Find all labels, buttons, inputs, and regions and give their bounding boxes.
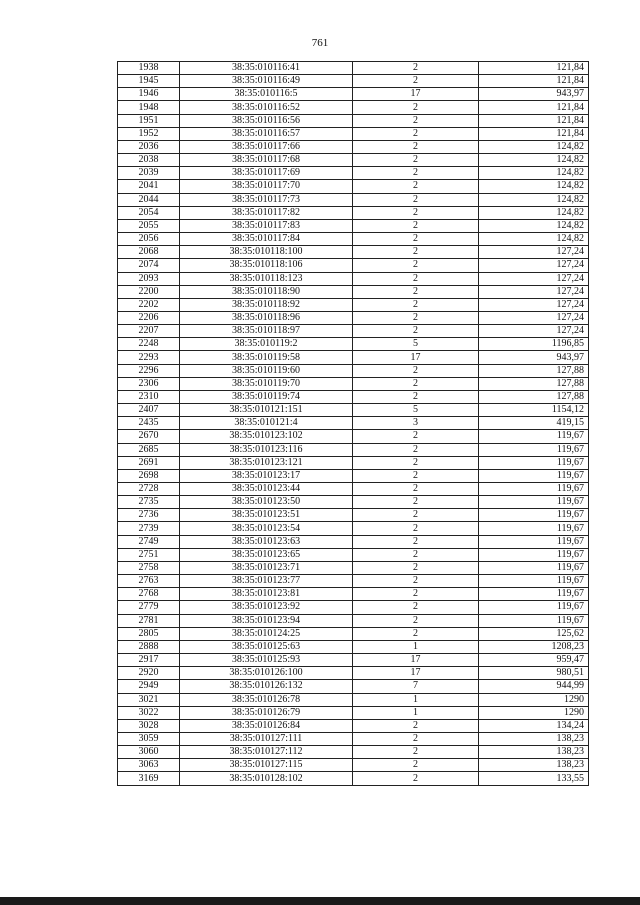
cadastral-number-cell: 38:35:010116:5: [180, 88, 353, 101]
record-number-cell: 3022: [118, 706, 180, 719]
cadastral-number-cell: 38:35:010123:92: [180, 601, 353, 614]
quantity-cell: 2: [353, 561, 479, 574]
quantity-cell: 2: [353, 772, 479, 785]
quantity-cell: 2: [353, 62, 479, 75]
quantity-cell: 5: [353, 404, 479, 417]
quantity-cell: 2: [353, 298, 479, 311]
record-number-cell: 2735: [118, 496, 180, 509]
table-row: [118, 667, 589, 680]
quantity-cell: 2: [353, 377, 479, 390]
cadastral-number-cell: 38:35:010127:115: [180, 759, 353, 772]
cadastral-number-cell: 38:35:010118:96: [180, 311, 353, 324]
amount-cell: 119,67: [479, 575, 589, 588]
record-number-cell: 1946: [118, 88, 180, 101]
table-row: [118, 272, 589, 285]
quantity-cell: 2: [353, 614, 479, 627]
amount-cell: 943,97: [479, 351, 589, 364]
amount-cell: 124,82: [479, 180, 589, 193]
table-row: [118, 404, 589, 417]
cadastral-number-cell: 38:35:010116:49: [180, 75, 353, 88]
quantity-cell: 2: [353, 246, 479, 259]
cadastral-number-cell: 38:35:010123:71: [180, 561, 353, 574]
record-number-cell: 2888: [118, 640, 180, 653]
cadastral-number-cell: 38:35:010128:102: [180, 772, 353, 785]
record-number-cell: 2056: [118, 233, 180, 246]
record-number-cell: 2758: [118, 561, 180, 574]
quantity-cell: 2: [353, 325, 479, 338]
record-number-cell: 2296: [118, 364, 180, 377]
cadastral-number-cell: 38:35:010117:70: [180, 180, 353, 193]
cadastral-number-cell: 38:35:010126:79: [180, 706, 353, 719]
cadastral-number-cell: 38:35:010127:112: [180, 746, 353, 759]
quantity-cell: 2: [353, 746, 479, 759]
amount-cell: 119,67: [479, 548, 589, 561]
quantity-cell: 2: [353, 469, 479, 482]
record-number-cell: 2407: [118, 404, 180, 417]
quantity-cell: 2: [353, 548, 479, 561]
record-number-cell: 2749: [118, 535, 180, 548]
amount-cell: 1154,12: [479, 404, 589, 417]
table-row: [118, 285, 589, 298]
amount-cell: 119,67: [479, 522, 589, 535]
table-row: [118, 154, 589, 167]
cadastral-number-cell: 38:35:010123:116: [180, 443, 353, 456]
record-number-cell: 3060: [118, 746, 180, 759]
cadastral-number-cell: 38:35:010116:52: [180, 101, 353, 114]
record-number-cell: 2763: [118, 575, 180, 588]
amount-cell: 127,88: [479, 364, 589, 377]
amount-cell: 943,97: [479, 88, 589, 101]
amount-cell: 127,24: [479, 259, 589, 272]
cadastral-number-cell: 38:35:010126:84: [180, 719, 353, 732]
table-row: [118, 772, 589, 785]
quantity-cell: 2: [353, 259, 479, 272]
cadastral-number-cell: 38:35:010118:97: [180, 325, 353, 338]
record-number-cell: 2917: [118, 654, 180, 667]
cadastral-number-cell: 38:35:010123:65: [180, 548, 353, 561]
quantity-cell: 2: [353, 285, 479, 298]
record-number-cell: 2779: [118, 601, 180, 614]
amount-cell: 124,82: [479, 219, 589, 232]
amount-cell: 119,67: [479, 469, 589, 482]
amount-cell: 1208,23: [479, 640, 589, 653]
amount-cell: 121,84: [479, 114, 589, 127]
amount-cell: 127,24: [479, 285, 589, 298]
cadastral-number-cell: 38:35:010121:151: [180, 404, 353, 417]
table-row: [118, 575, 589, 588]
amount-cell: 1290: [479, 693, 589, 706]
cadastral-number-cell: 38:35:010117:73: [180, 193, 353, 206]
record-number-cell: 2074: [118, 259, 180, 272]
quantity-cell: 17: [353, 667, 479, 680]
record-number-cell: 1952: [118, 127, 180, 140]
table-row: [118, 88, 589, 101]
cadastral-number-cell: 38:35:010117:66: [180, 140, 353, 153]
quantity-cell: 2: [353, 233, 479, 246]
cadastral-number-cell: 38:35:010125:93: [180, 654, 353, 667]
amount-cell: 119,67: [479, 430, 589, 443]
table-row: [118, 719, 589, 732]
cadastral-number-cell: 38:35:010118:123: [180, 272, 353, 285]
cadastral-number-cell: 38:35:010117:83: [180, 219, 353, 232]
amount-cell: 1196,85: [479, 338, 589, 351]
amount-cell: 127,24: [479, 311, 589, 324]
table-row: [118, 496, 589, 509]
table-row: [118, 443, 589, 456]
cadastral-number-cell: 38:35:010123:121: [180, 456, 353, 469]
record-number-cell: 2044: [118, 193, 180, 206]
cadastral-number-cell: 38:35:010123:50: [180, 496, 353, 509]
cadastral-number-cell: 38:35:010123:17: [180, 469, 353, 482]
quantity-cell: 2: [353, 193, 479, 206]
amount-cell: 124,82: [479, 206, 589, 219]
table-row: [118, 193, 589, 206]
table-row: [118, 588, 589, 601]
amount-cell: 119,67: [479, 483, 589, 496]
cadastral-number-cell: 38:35:010119:60: [180, 364, 353, 377]
amount-cell: 127,88: [479, 377, 589, 390]
record-number-cell: 2698: [118, 469, 180, 482]
quantity-cell: 1: [353, 706, 479, 719]
cadastral-number-cell: 38:35:010121:4: [180, 417, 353, 430]
parcel-table-body: [118, 62, 589, 786]
table-row: [118, 62, 589, 75]
quantity-cell: 2: [353, 114, 479, 127]
record-number-cell: 1951: [118, 114, 180, 127]
scan-edge-bar: [0, 897, 640, 905]
amount-cell: 134,24: [479, 719, 589, 732]
quantity-cell: 2: [353, 443, 479, 456]
quantity-cell: 2: [353, 456, 479, 469]
amount-cell: 1290: [479, 706, 589, 719]
quantity-cell: 2: [353, 154, 479, 167]
record-number-cell: 2202: [118, 298, 180, 311]
amount-cell: 980,51: [479, 667, 589, 680]
table-row: [118, 390, 589, 403]
quantity-cell: 2: [353, 140, 479, 153]
parcel-table: [117, 61, 589, 786]
table-row: [118, 259, 589, 272]
quantity-cell: 2: [353, 509, 479, 522]
record-number-cell: 2036: [118, 140, 180, 153]
record-number-cell: 2435: [118, 417, 180, 430]
table-row: [118, 114, 589, 127]
record-number-cell: 2039: [118, 167, 180, 180]
cadastral-number-cell: 38:35:010116:57: [180, 127, 353, 140]
table-row: [118, 430, 589, 443]
record-number-cell: 2949: [118, 680, 180, 693]
record-number-cell: 3063: [118, 759, 180, 772]
cadastral-number-cell: 38:35:010123:54: [180, 522, 353, 535]
table-row: [118, 417, 589, 430]
quantity-cell: 2: [353, 588, 479, 601]
record-number-cell: 2041: [118, 180, 180, 193]
cadastral-number-cell: 38:35:010126:132: [180, 680, 353, 693]
record-number-cell: 3028: [118, 719, 180, 732]
record-number-cell: 1938: [118, 62, 180, 75]
amount-cell: 119,67: [479, 614, 589, 627]
cadastral-number-cell: 38:35:010124:25: [180, 627, 353, 640]
table-row: [118, 627, 589, 640]
cadastral-number-cell: 38:35:010126:78: [180, 693, 353, 706]
cadastral-number-cell: 38:35:010117:68: [180, 154, 353, 167]
amount-cell: 119,67: [479, 509, 589, 522]
table-row: [118, 509, 589, 522]
record-number-cell: 2736: [118, 509, 180, 522]
quantity-cell: 2: [353, 206, 479, 219]
quantity-cell: 2: [353, 759, 479, 772]
record-number-cell: 2038: [118, 154, 180, 167]
table-row: [118, 127, 589, 140]
record-number-cell: 2207: [118, 325, 180, 338]
amount-cell: 119,67: [479, 456, 589, 469]
quantity-cell: 2: [353, 75, 479, 88]
record-number-cell: 2206: [118, 311, 180, 324]
table-row: [118, 640, 589, 653]
quantity-cell: 2: [353, 719, 479, 732]
table-row: [118, 351, 589, 364]
cadastral-number-cell: 38:35:010119:74: [180, 390, 353, 403]
amount-cell: 138,23: [479, 732, 589, 745]
amount-cell: 127,24: [479, 272, 589, 285]
record-number-cell: 2055: [118, 219, 180, 232]
cadastral-number-cell: 38:35:010123:94: [180, 614, 353, 627]
table-row: [118, 219, 589, 232]
quantity-cell: 2: [353, 483, 479, 496]
amount-cell: 121,84: [479, 75, 589, 88]
cadastral-number-cell: 38:35:010119:70: [180, 377, 353, 390]
quantity-cell: 2: [353, 601, 479, 614]
cadastral-number-cell: 38:35:010118:90: [180, 285, 353, 298]
table-row: [118, 601, 589, 614]
record-number-cell: 2728: [118, 483, 180, 496]
record-number-cell: 2200: [118, 285, 180, 298]
cadastral-number-cell: 38:35:010123:77: [180, 575, 353, 588]
amount-cell: 127,88: [479, 390, 589, 403]
quantity-cell: 17: [353, 88, 479, 101]
cadastral-number-cell: 38:35:010118:106: [180, 259, 353, 272]
table-row: [118, 693, 589, 706]
quantity-cell: 2: [353, 627, 479, 640]
amount-cell: 127,24: [479, 298, 589, 311]
record-number-cell: 2248: [118, 338, 180, 351]
amount-cell: 124,82: [479, 233, 589, 246]
record-number-cell: 2920: [118, 667, 180, 680]
quantity-cell: 2: [353, 496, 479, 509]
cadastral-number-cell: 38:35:010127:111: [180, 732, 353, 745]
table-row: [118, 140, 589, 153]
amount-cell: 138,23: [479, 746, 589, 759]
table-row: [118, 535, 589, 548]
table-row: [118, 246, 589, 259]
amount-cell: 119,67: [479, 443, 589, 456]
record-number-cell: 2685: [118, 443, 180, 456]
quantity-cell: 2: [353, 311, 479, 324]
cadastral-number-cell: 38:35:010118:100: [180, 246, 353, 259]
table-row: [118, 233, 589, 246]
cadastral-number-cell: 38:35:010123:81: [180, 588, 353, 601]
table-row: [118, 75, 589, 88]
amount-cell: 138,23: [479, 759, 589, 772]
table-row: [118, 101, 589, 114]
amount-cell: 124,82: [479, 154, 589, 167]
cadastral-number-cell: 38:35:010123:51: [180, 509, 353, 522]
quantity-cell: 1: [353, 693, 479, 706]
record-number-cell: 2781: [118, 614, 180, 627]
record-number-cell: 1948: [118, 101, 180, 114]
record-number-cell: 2068: [118, 246, 180, 259]
quantity-cell: 17: [353, 351, 479, 364]
table-row: [118, 206, 589, 219]
record-number-cell: 2054: [118, 206, 180, 219]
quantity-cell: 2: [353, 430, 479, 443]
amount-cell: 119,67: [479, 561, 589, 574]
amount-cell: 124,82: [479, 167, 589, 180]
cadastral-number-cell: 38:35:010117:82: [180, 206, 353, 219]
table-row: [118, 680, 589, 693]
cadastral-number-cell: 38:35:010126:100: [180, 667, 353, 680]
table-row: [118, 469, 589, 482]
table-row: [118, 483, 589, 496]
table-row: [118, 548, 589, 561]
quantity-cell: 2: [353, 522, 479, 535]
table-row: [118, 180, 589, 193]
record-number-cell: 2751: [118, 548, 180, 561]
cadastral-number-cell: 38:35:010116:56: [180, 114, 353, 127]
table-row: [118, 377, 589, 390]
quantity-cell: 2: [353, 272, 479, 285]
record-number-cell: 2306: [118, 377, 180, 390]
quantity-cell: 1: [353, 640, 479, 653]
table-row: [118, 298, 589, 311]
amount-cell: 124,82: [479, 140, 589, 153]
quantity-cell: 2: [353, 167, 479, 180]
amount-cell: 119,67: [479, 601, 589, 614]
table-row: [118, 759, 589, 772]
amount-cell: 419,15: [479, 417, 589, 430]
amount-cell: 944,99: [479, 680, 589, 693]
table-row: [118, 732, 589, 745]
record-number-cell: 2093: [118, 272, 180, 285]
quantity-cell: 5: [353, 338, 479, 351]
quantity-cell: 7: [353, 680, 479, 693]
quantity-cell: 2: [353, 127, 479, 140]
quantity-cell: 2: [353, 180, 479, 193]
record-number-cell: 2670: [118, 430, 180, 443]
table-row: [118, 614, 589, 627]
record-number-cell: 2691: [118, 456, 180, 469]
table-row: [118, 654, 589, 667]
page-number: 761: [311, 37, 329, 49]
record-number-cell: 2805: [118, 627, 180, 640]
record-number-cell: 2310: [118, 390, 180, 403]
cadastral-number-cell: 38:35:010117:69: [180, 167, 353, 180]
cadastral-number-cell: 38:35:010119:58: [180, 351, 353, 364]
amount-cell: 127,24: [479, 325, 589, 338]
table-row: [118, 338, 589, 351]
quantity-cell: 2: [353, 732, 479, 745]
record-number-cell: 2768: [118, 588, 180, 601]
record-number-cell: 3059: [118, 732, 180, 745]
record-number-cell: 3169: [118, 772, 180, 785]
amount-cell: 125,62: [479, 627, 589, 640]
quantity-cell: 17: [353, 654, 479, 667]
record-number-cell: 1945: [118, 75, 180, 88]
amount-cell: 119,67: [479, 496, 589, 509]
quantity-cell: 2: [353, 219, 479, 232]
table-row: [118, 561, 589, 574]
cadastral-number-cell: 38:35:010117:84: [180, 233, 353, 246]
table-row: [118, 311, 589, 324]
amount-cell: 119,67: [479, 535, 589, 548]
amount-cell: 959,47: [479, 654, 589, 667]
quantity-cell: 2: [353, 535, 479, 548]
table-row: [118, 746, 589, 759]
quantity-cell: 2: [353, 101, 479, 114]
cadastral-number-cell: 38:35:010123:44: [180, 483, 353, 496]
amount-cell: 121,84: [479, 101, 589, 114]
cadastral-number-cell: 38:35:010123:63: [180, 535, 353, 548]
amount-cell: 133,55: [479, 772, 589, 785]
amount-cell: 124,82: [479, 193, 589, 206]
record-number-cell: 3021: [118, 693, 180, 706]
cadastral-number-cell: 38:35:010119:2: [180, 338, 353, 351]
quantity-cell: 2: [353, 390, 479, 403]
table-row: [118, 706, 589, 719]
cadastral-number-cell: 38:35:010116:41: [180, 62, 353, 75]
cadastral-number-cell: 38:35:010125:63: [180, 640, 353, 653]
table-row: [118, 325, 589, 338]
quantity-cell: 2: [353, 575, 479, 588]
cadastral-number-cell: 38:35:010123:102: [180, 430, 353, 443]
cadastral-number-cell: 38:35:010118:92: [180, 298, 353, 311]
amount-cell: 119,67: [479, 588, 589, 601]
amount-cell: 121,84: [479, 127, 589, 140]
table-row: [118, 364, 589, 377]
quantity-cell: 2: [353, 364, 479, 377]
amount-cell: 127,24: [479, 246, 589, 259]
table-row: [118, 167, 589, 180]
amount-cell: 121,84: [479, 62, 589, 75]
record-number-cell: 2293: [118, 351, 180, 364]
table-row: [118, 456, 589, 469]
table-row: [118, 522, 589, 535]
record-number-cell: 2739: [118, 522, 180, 535]
quantity-cell: 3: [353, 417, 479, 430]
